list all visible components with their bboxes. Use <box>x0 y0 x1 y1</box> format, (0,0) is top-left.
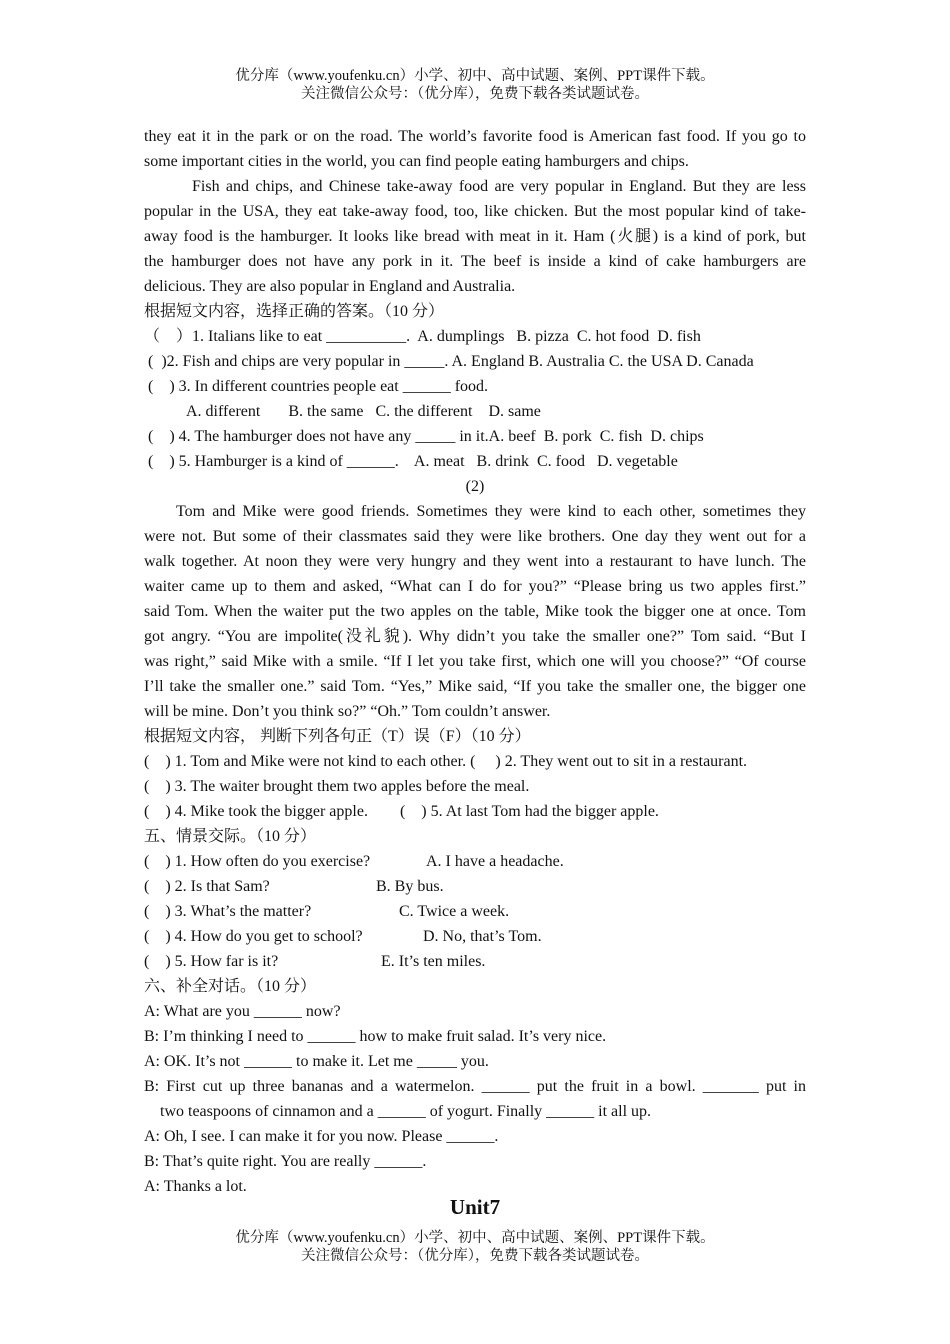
passage-2-line: said Tom. When the waiter put the two apples on the table, Mike took the bigger one at once. Tom <box>144 603 806 620</box>
footer-line-2: 关注微信公众号：（优分库），免费下载各类试题试卷。 <box>301 1248 649 1264</box>
header-line-2: 关注微信公众号：（优分库），免费下载各类试题试卷。 <box>301 86 649 102</box>
question-item: ( ) 1. Tom and Mike were not kind to each other. ( ) 2. They went out to sit in a restaurant. <box>144 753 748 770</box>
page-footer <box>0 1229 950 1265</box>
matching-row <box>144 949 806 974</box>
matching-row <box>144 899 806 924</box>
passage-1 <box>144 124 806 299</box>
dialogue <box>144 999 806 1199</box>
passage-2-line: got angry. “You are impolite(没礼貌). Why didn’t you take the smaller one?” Tom said. “But I <box>144 628 806 645</box>
question-item: ( ) 4. The hamburger does not have any _____ in it.A. beef B. pork C. fish D. chips <box>144 428 704 445</box>
matching-row <box>144 924 806 949</box>
passage-2-questions <box>144 749 806 824</box>
passage-1-questions <box>144 324 806 474</box>
dialogue-line: B: I’m thinking I need to ______ how to make fruit salad. It’s very nice. <box>144 1028 607 1045</box>
question-item: （ ）1. Italians like to eat __________. A. dumplings B. pizza C. hot food D. fish <box>144 328 701 345</box>
passage-2-line: was right,” said Mike with a smile. “If I let you take first, which one will you choose?” “Of course <box>144 653 806 670</box>
passage-2-line: I’ll take the smaller one.” said Tom. “Yes,” Mike said, “If you take the smaller one, the bigger one <box>144 678 806 695</box>
section-6-title: 六、补全对话。（10 分） <box>144 978 317 995</box>
dialogue-line: A: OK. It’s not ______ to make it. Let me _____ you. <box>144 1053 489 1070</box>
matching-answer: A. I have a headache. <box>426 853 564 870</box>
matching-row <box>144 849 806 874</box>
unit-title: Unit7 <box>449 1195 501 1219</box>
passage-1-line: away food is the hamburger. It looks like bread with meat in it. Ham (火腿) is a kind of pork, but <box>144 228 806 245</box>
dialogue-line: A: What are you ______ now? <box>144 1003 341 1020</box>
passage-1-line: popular in the USA, they eat take-away food, too, like chicken. But the most popular kind of take- <box>144 203 806 220</box>
passage-2-line: walk together. At noon they were very hungry and they went into a restaurant to have lunch. The <box>144 553 806 570</box>
passage-2-line: were not. But some of their classmates said they were like brothers. One day they went out for a <box>144 528 806 545</box>
question-item: ( ) 3. The waiter brought them two apples before the meal. <box>144 778 530 795</box>
passage-2-instruction: 根据短文内容， 判断下列各句正（T）误（F）（10 分） <box>144 728 531 745</box>
dialogue-line: A: Thanks a lot. <box>144 1178 247 1195</box>
document-body <box>144 124 806 1199</box>
passage-1-line: Fish and chips, and Chinese take-away food are very popular in England. But they are less <box>192 178 806 195</box>
matching-answer: B. By bus. <box>376 878 444 895</box>
page-header <box>0 67 950 103</box>
dialogue-line: two teaspoons of cinnamon and a ______ of yogurt. Finally ______ it all up. <box>160 1103 652 1120</box>
section-5-rows <box>144 849 806 974</box>
passage-2-line: Tom and Mike were good friends. Sometimes they were kind to each other, sometimes they <box>176 503 806 520</box>
passage-2-line: waiter came up to them and asked, “What can I do for you?” “Please bring us two apples first.” <box>144 578 806 595</box>
passage-2-number: (2) <box>465 478 485 495</box>
matching-answer: D. No, that’s Tom. <box>423 928 542 945</box>
matching-question: ( ) 1. How often do you exercise? <box>144 853 371 870</box>
passage-1-line: delicious. They are also popular in England and Australia. <box>144 278 516 295</box>
matching-answer: E. It’s ten miles. <box>381 953 486 970</box>
matching-answer: C. Twice a week. <box>399 903 510 920</box>
matching-row <box>144 874 806 899</box>
matching-question: ( ) 4. How do you get to school? <box>144 928 363 945</box>
dialogue-line: B: That’s quite right. You are really ______. <box>144 1153 427 1170</box>
passage-2-line: will be mine. Don’t you think so?” “Oh.” Tom couldn’t answer. <box>144 703 551 720</box>
matching-question: ( ) 5. How far is it? <box>144 953 279 970</box>
question-item: ( ) 4. Mike took the bigger apple. ( ) 5. At last Tom had the bigger apple. <box>144 803 659 820</box>
question-options: A. different B. the same C. the different D. same <box>186 403 541 420</box>
question-item: ( ) 3. In different countries people eat ______ food. <box>144 378 489 395</box>
passage-2 <box>144 499 806 724</box>
passage-1-instruction: 根据短文内容，选择正确的答案。（10 分） <box>144 303 445 320</box>
question-item: ( )2. Fish and chips are very popular in _____. A. England B. Australia C. the USA D. Canada <box>144 353 754 370</box>
passage-1-line: the hamburger does not have any pork in it. The beef is inside a kind of cake hamburgers are <box>144 253 806 270</box>
footer-line-1: 优分库（www.youfenku.cn）小学、初中、高中试题、案例、PPT课件下载。 <box>235 1230 715 1246</box>
dialogue-line: B: First cut up three bananas and a watermelon. ______ put the fruit in a bowl. _______ put in <box>144 1078 806 1095</box>
question-item: ( ) 5. Hamburger is a kind of ______. A. meat B. drink C. food D. vegetable <box>144 453 678 470</box>
passage-1-line: some important cities in the world, you can find people eating hamburgers and chips. <box>144 153 689 170</box>
passage-1-line: they eat it in the park or on the road. The world’s favorite food is American fast food. If you go to <box>144 128 806 145</box>
matching-question: ( ) 3. What’s the matter? <box>144 903 312 920</box>
matching-question: ( ) 2. Is that Sam? <box>144 878 270 895</box>
section-5-title: 五、情景交际。（10 分） <box>144 828 317 845</box>
dialogue-line: A: Oh, I see. I can make it for you now. Please ______. <box>144 1128 499 1145</box>
header-line-1: 优分库（www.youfenku.cn）小学、初中、高中试题、案例、PPT课件下载。 <box>235 68 715 84</box>
